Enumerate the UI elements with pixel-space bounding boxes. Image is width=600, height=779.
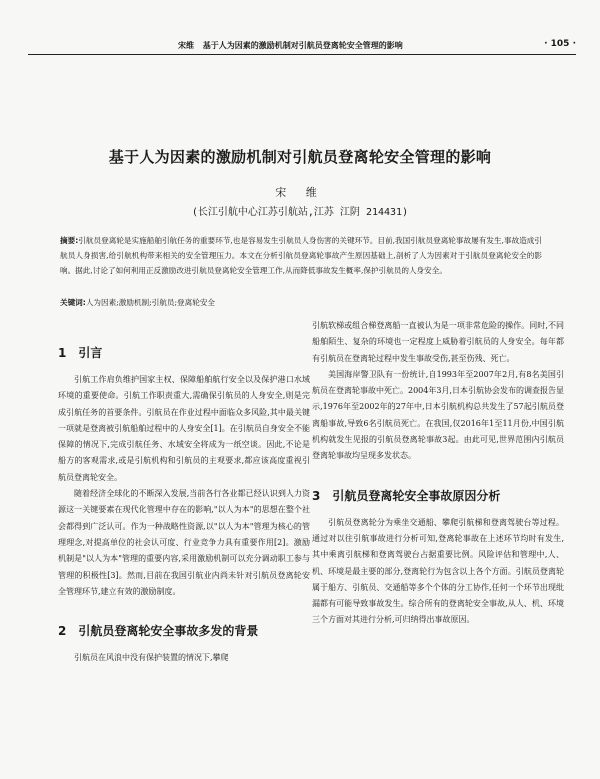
section-2-paragraph-2: 美国海岸警卫队有一份统计,自1993年至2007年2月,有8名美国引航员在登离轮事故中死亡。2004年3月,日本引航协会发布的调查报告显示,1976年至2002年的27年中,日本引航机构总共发生了57起引航员登离船事故,导致6名引航员死亡。在我国,仅2016年1至11月份,中国引航机构就发生见报的引航员登离轮事故3起。由此可见,世界范围内引航员登离轮事故均呈现多发状态。 [312,369,564,461]
running-title: 基于人为因素的激励机制对引航员登离轮安全管理的影响 [202,41,403,50]
page-number: · 105 · [544,39,576,49]
running-author: 宋维 [178,41,194,50]
section-2-paragraph-continued: 引航软梯或组合梯登离船一直被认为是一项非常危险的操作。同时,不同船舶陌生、复杂的环境也一定程度上威胁着引航员的人身安全。每年都有引航员在登离轮过程中发生事故受伤,甚至伤残、死亡。 [312,321,564,363]
abstract-text: 引航员登离轮是实施船舶引航任务的重要环节,也是容易发生引航员人身伤害的关键环节。目前,我国引航员登离轮事故屡有发生,事故造成引航员人身损害,给引航机构带来相关的安全管理压力。本文在分析引航员登离轮事故产生原因基础上,剖析了人为因素对于引航员登离轮安全的影响。据此,讨论了如何利用正反激励改进引航员登离轮安全管理工作,从而降低事故发生概率,保护引航员的人身安全。 [60,236,543,275]
section-3-paragraph-1: 引航员登离轮分为乘坐交通船、攀爬引航梯和登离驾驶台等过程。通过对以往引航事故进行分析可知,登离轮事故在上述环节均时有发生,其中乘离引航梯和登离驾驶台占据重要比例。风险评估和管理中,人、机、环境是最主要的部分,登离轮行为包含以上各个方面。引航员登离轮属于船方、引航员、交通船等多个个体的分工协作,任何一个环节出现纰漏都有可能导致事故发生。综合所有的登离轮安全事故,从人、机、环境三个方面对其进行分析,可归纳得出事故原因。 [312,517,564,625]
running-header [28,38,576,55]
section-2-heading [58,622,310,640]
abstract-label: 摘要: [60,236,79,245]
section-2-title: 引航员登离轮安全事故多发的背景 [78,624,259,639]
keywords-text: 人为因素;激励机制;引航员;登离轮安全 [85,298,216,307]
section-3-heading [312,487,564,505]
article-author: 宋 维 [275,186,325,199]
section-1-title: 引言 [78,346,103,360]
article-affiliation: (长江引航中心江苏引航站,江苏 江阴 214431) [191,207,409,218]
article-title: 基于人为因素的激励机制对引航员登离轮安全管理的影响 [108,148,492,166]
left-column [58,318,310,666]
section-3-number: 3 [312,488,321,503]
keywords-label: 关键词: [60,298,86,307]
section-3-title: 引航员登离轮安全事故原因分析 [332,488,501,503]
section-1-heading [58,344,310,362]
running-title-line [178,40,403,51]
section-2-number: 2 [58,624,67,639]
section-1-number: 1 [58,346,67,360]
abstract [60,233,542,278]
section-2-paragraph-1: 引航员在风浪中没有保护装置的情况下,攀爬 [74,653,229,663]
section-1-paragraph-2: 随着经济全球化的不断深入发展,当前各行各业都已经认识到人力资源这一关键要素在现代化管理中存在的影响,"以人为本"的思想在整个社会都得到广泛认可。作为一种战略性资源,以"以人为本"管理为核心的管理理念,对提高单位的社会认可度、行业竞争力具有重要作用[2]。激励机制是"以人为本"管理的重要内容,采用激励机制可以充分调动职工参与管理的积极性[3]。然而,目前在我国引航业内尚未针对引航员登离轮安全管理环节,建立有效的激励制度。 [58,489,310,596]
section-1-paragraph-1: 引航工作肩负维护国家主权、保障船舶航行安全以及保护港口水域环境的重要使命。引航工作职责重大,需确保引航员的人身安全,则是完成引航任务的首要条件。引航员在作业过程中面临众多风险,其中最关键一项就是登离被引航船舶过程中的人身安全[1]。在引航员自身安全不能保障的情况下,完成引航任务、水域安全将成为一纸空谈。因此,不论是船方的客观需求,或是引航机构和引航员的主观要求,都应该高度重视引航员登离轮安全。 [58,375,310,482]
right-column [312,318,564,629]
keywords [60,296,542,310]
